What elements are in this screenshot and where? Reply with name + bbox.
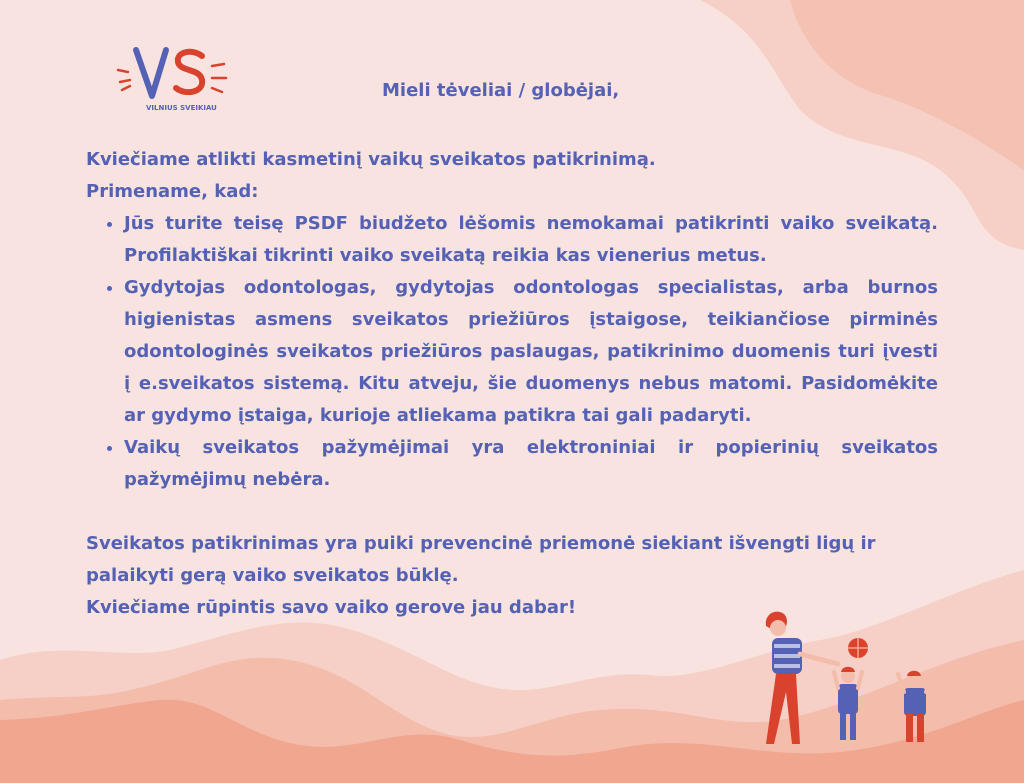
list-item: • Jūs turite teisę PSDF biudžeto lėšomis nemokamai patikrinti vaiko sveikatą. Profilaktiškai tikrinti vaiko sveikatą reikia kas vienerius metus. bbox=[124, 208, 938, 272]
paragraph-spacer bbox=[86, 496, 938, 528]
reminder-list bbox=[86, 208, 938, 496]
closing-call-to-action: Kviečiame rūpintis savo vaiko gerove jau dabar! bbox=[86, 597, 577, 618]
letter-body bbox=[86, 144, 938, 624]
intro-line: Kviečiame atlikti kasmetinį vaikų sveikatos patikrinimą. bbox=[86, 149, 656, 170]
logo-caption: VILNIUS SVEIKIAU bbox=[146, 104, 217, 112]
vilnius-sveikiau-logo bbox=[112, 42, 232, 116]
list-item: • Gydytojas odontologas, gydytojas odontologas specialistas, arba burnos higienistas asmens sveikatos priežiūros įstaigose, teikiančiose pirminės odontologinės sveikatos priežiūros paslaugas, patikrinimo duomenis turi įvesti į e.sveikatos sistemą. Kitu atveju, šie duomenys nebus matomi. Pasidomėkite ar gydymo įstaiga, kurioje atliekama patikra tai gali padaryti. bbox=[124, 272, 938, 432]
list-item: • Vaikų sveikatos pažymėjimai yra elektroniniai ir popierinių sveikatos pažymėjimų nebėra. bbox=[124, 432, 938, 496]
family-playing-ball-illustration bbox=[752, 608, 952, 758]
greeting: Mieli tėveliai / globėjai, bbox=[382, 80, 620, 101]
intro-line: Primename, kad: bbox=[86, 181, 259, 202]
closing-paragraph: Sveikatos patikrinimas yra puiki prevencinė priemonė siekiant išvengti ligų ir palaikyti gerą vaiko sveikatos būklę. bbox=[86, 533, 876, 586]
